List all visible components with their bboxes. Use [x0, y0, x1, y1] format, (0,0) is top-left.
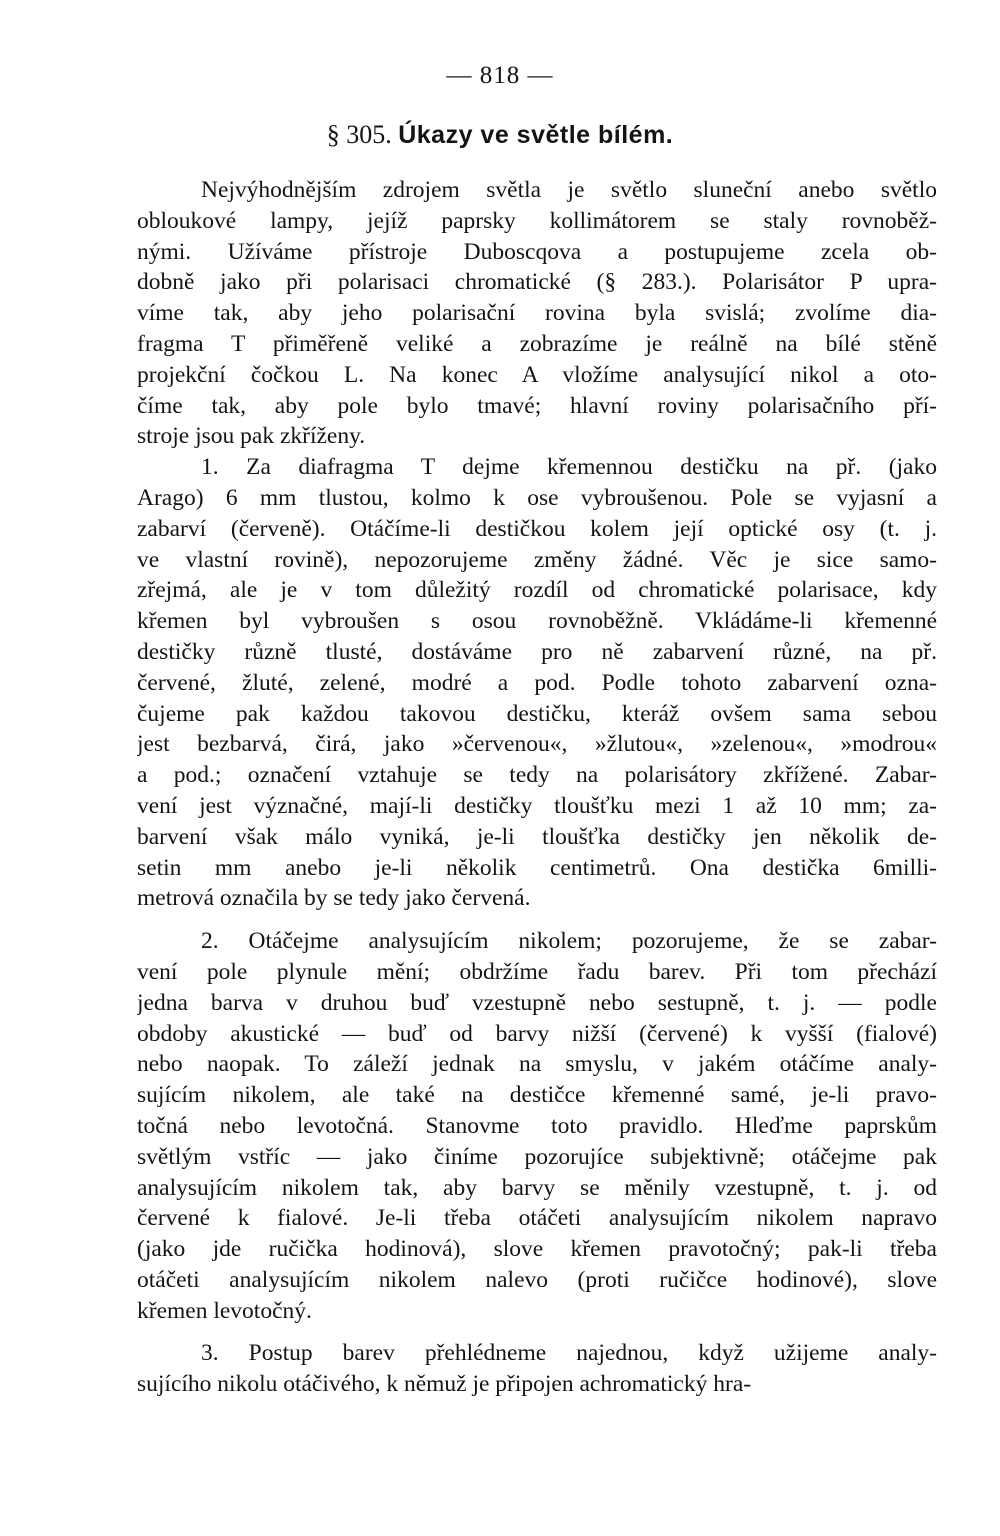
text-line: nebo naopak. To záleží jednak na smyslu, v jakém otáčíme analy- [137, 1051, 937, 1078]
text-line: 1. Za diafragma T dejme křemennou destičku na př. (jako [201, 454, 937, 481]
section-title: Úkazy ve světle bílém. [398, 121, 674, 149]
paragraph [137, 1338, 937, 1400]
text-line: obloukové lampy, jejíž paprsky kollimátorem se staly rovnoběž- [137, 207, 937, 234]
text-line: ve vlastní rovině), nepozorujeme změny žádné. Věc je sice samo- [137, 546, 937, 573]
text-line: jedna barva v druhou buď vzestupně nebo sestupně, t. j. — podle [137, 989, 937, 1016]
text-line: a pod.; označení vztahuje se tedy na polarisátory zkřížené. Zabar- [137, 762, 937, 789]
text-line: obdoby akustické — buď od barvy nižší (červené) k vyšší (fialové) [137, 1020, 937, 1047]
text-line: destičky různě tlusté, dostáváme pro ně zabarvení různé, na př. [137, 638, 937, 665]
paragraph [137, 926, 937, 1326]
body-text [137, 175, 937, 1400]
text-line: fragma T přiměřeně veliké a zobrazíme je reálně na bílé stěně [137, 330, 937, 357]
text-line: zabarví (červeně). Otáčíme-li destičkou kolem její optické osy (t. j. [137, 515, 937, 542]
paragraph [137, 175, 937, 452]
text-line: číme tak, aby pole bylo tmavé; hlavní roviny polarisačního pří- [137, 392, 937, 419]
text-line: křemen byl vybroušen s osou rovnoběžně. Vkládáme-li křemenné [137, 608, 937, 635]
section-heading [0, 120, 1000, 150]
text-line: víme tak, aby jeho polarisační rovina byla svislá; zvolíme dia- [137, 300, 937, 327]
text-line: červené k fialové. Je-li třeba otáčeti analysujícím nikolem napravo [137, 1205, 937, 1232]
text-line: analysujícím nikolem tak, aby barvy se měnily vzestupně, t. j. od [137, 1174, 937, 1201]
text-line: čujeme pak každou takovou destičku, kteráž ovšem sama sebou [137, 700, 937, 727]
text-line: jest bezbarvá, čirá, jako »červenou«, »žlutou«, »zelenou«, »modrou« [137, 731, 937, 758]
paragraph-gap [137, 914, 937, 926]
text-line: křemen levotočný. [137, 1297, 312, 1324]
text-line: nými. Užíváme přístroje Duboscqova a postupujeme zcela ob- [137, 238, 937, 265]
text-line: metrová označila by se tedy jako červená. [137, 885, 531, 912]
text-line: setin mm anebo je-li několik centimetrů. Ona destička 6milli- [137, 854, 937, 881]
text-line: zřejmá, ale je v tom důležitý rozdíl od chromatické polarisace, kdy [137, 577, 937, 604]
text-line: Nejvýhodnějším zdrojem světla je světlo sluneční anebo světlo [201, 177, 937, 203]
text-line: projekční čočkou L. Na konec A vložíme analysující nikol a oto- [137, 361, 937, 388]
text-line: otáčeti analysujícím nikolem nalevo (proti ručičce hodinové), slove [137, 1266, 937, 1293]
text-line: červené, žluté, zelené, modré a pod. Podle tohoto zabarvení ozna- [137, 669, 937, 696]
text-line: 3. Postup barev přehlédneme najednou, když užijeme analy- [201, 1340, 937, 1367]
text-line: Arago) 6 mm tlustou, kolmo k ose vybroušenou. Pole se vyjasní a [137, 484, 937, 511]
paragraph [137, 452, 937, 914]
text-line: stroje jsou pak zkříženy. [137, 423, 366, 450]
text-line: vení jest význačné, mají-li destičky tloušťku mezi 1 až 10 mm; za- [137, 792, 937, 819]
text-line: točná nebo levotočná. Stanovme toto pravidlo. Hleďme paprskům [137, 1112, 937, 1139]
text-line: vení pole plynule mění; obdržíme řadu barev. Při tom přechází [137, 958, 937, 985]
text-line: barvení však málo vyniká, je-li tloušťka destičky jen několik de- [137, 823, 937, 850]
text-line: (jako jde ručička hodinová), slove křemen pravotočný; pak-li třeba [137, 1236, 937, 1263]
text-line: světlým vstříc — jako činíme pozorujíce subjektivně; otáčejme pak [137, 1143, 937, 1170]
page-number: — 818 — [446, 62, 554, 89]
text-line: sujícím nikolem, ale také na destičce křemenné samé, je-li pravo- [137, 1082, 937, 1109]
text-line: sujícího nikolu otáčivého, k němuž je připojen achromatický hra- [137, 1371, 752, 1398]
text-line: 2. Otáčejme analysujícím nikolem; pozorujeme, že se zabar- [201, 928, 937, 955]
text-line: dobně jako při polarisaci chromatické (§ 283.). Polarisátor P upra- [137, 269, 937, 296]
paragraph-gap [137, 1326, 937, 1338]
section-number: § 305. [326, 120, 392, 149]
